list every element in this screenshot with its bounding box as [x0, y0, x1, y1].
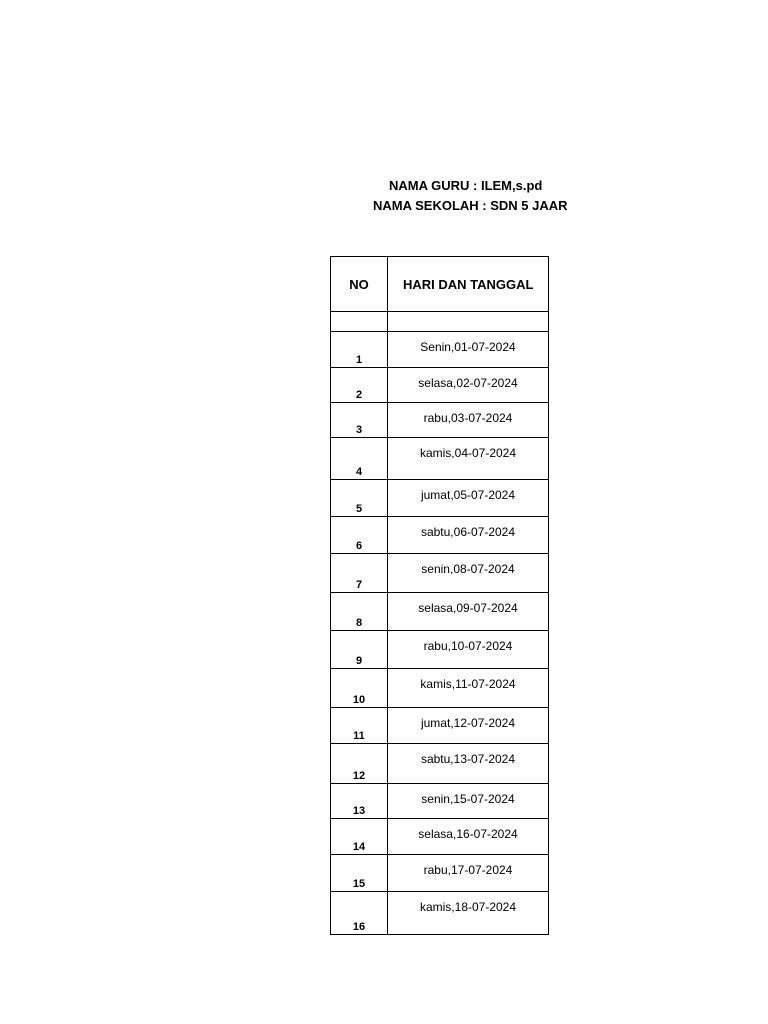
attendance-table: [330, 256, 549, 935]
table-row: [331, 593, 549, 631]
row-date: kamis,04-07-2024: [388, 438, 549, 480]
row-number: 2: [331, 368, 388, 403]
row-number: 14: [331, 819, 388, 855]
table-row: [331, 554, 549, 593]
table-row: [331, 669, 549, 708]
row-date: selasa,09-07-2024: [388, 593, 549, 631]
attendance-table-wrapper: [330, 256, 548, 936]
table-row: [331, 480, 549, 517]
row-date: Senin,01-07-2024: [388, 332, 549, 368]
row-number: 5: [331, 480, 388, 517]
table-row: [331, 744, 549, 784]
row-number: 6: [331, 517, 388, 554]
row-number: 16: [331, 892, 388, 935]
row-date: senin,08-07-2024: [388, 554, 549, 593]
row-number: 4: [331, 438, 388, 480]
column-header-no: NO: [331, 257, 388, 312]
row-date: senin,15-07-2024: [388, 784, 549, 819]
row-date: sabtu,06-07-2024: [388, 517, 549, 554]
row-number: 8: [331, 593, 388, 631]
table-row: [331, 438, 549, 480]
table-row: [331, 708, 549, 744]
row-number: 11: [331, 708, 388, 744]
row-date: rabu,10-07-2024: [388, 631, 549, 669]
row-number: 15: [331, 855, 388, 892]
row-date: kamis,18-07-2024: [388, 892, 549, 935]
document-header: [300, 176, 568, 216]
column-header-date: HARI DAN TANGGAL: [388, 257, 549, 312]
row-number: 1: [331, 332, 388, 368]
table-row: [331, 892, 549, 935]
row-number: 7: [331, 554, 388, 593]
row-number: 3: [331, 403, 388, 438]
row-date: sabtu,13-07-2024: [388, 744, 549, 784]
row-date: rabu,17-07-2024: [388, 855, 549, 892]
table-header-row: [331, 257, 549, 312]
table-row: [331, 368, 549, 403]
table-empty-row: [331, 312, 549, 332]
table-row: [331, 403, 549, 438]
teacher-name: NAMA GURU : ILEM,s.pd: [389, 178, 543, 193]
row-date: jumat,12-07-2024: [388, 708, 549, 744]
table-body: [331, 257, 549, 935]
empty-cell: [331, 312, 388, 332]
row-date: jumat,05-07-2024: [388, 480, 549, 517]
row-number: 12: [331, 744, 388, 784]
row-number: 9: [331, 631, 388, 669]
row-number: 10: [331, 669, 388, 708]
row-number: 13: [331, 784, 388, 819]
school-name: NAMA SEKOLAH : SDN 5 JAAR: [373, 198, 568, 213]
row-date: rabu,03-07-2024: [388, 403, 549, 438]
row-date: selasa,16-07-2024: [388, 819, 549, 855]
empty-cell: [388, 312, 549, 332]
table-row: [331, 332, 549, 368]
table-row: [331, 819, 549, 855]
table-row: [331, 631, 549, 669]
row-date: selasa,02-07-2024: [388, 368, 549, 403]
table-row: [331, 784, 549, 819]
table-row: [331, 855, 549, 892]
table-row: [331, 517, 549, 554]
row-date: kamis,11-07-2024: [388, 669, 549, 708]
